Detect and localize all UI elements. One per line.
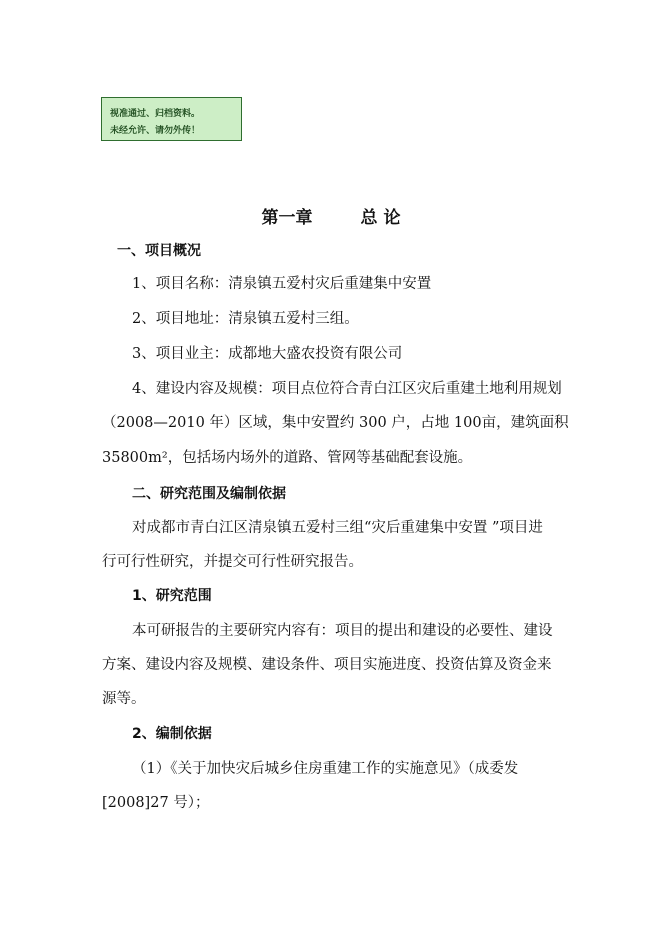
stamp-line-1: 视准通过、归档资料。 (110, 109, 201, 119)
scope-paragraph-line-1: 对成都市青白江区清泉镇五爱村三组“灾后重建集中安置 ”项目进 (132, 520, 543, 536)
research-line-1: 本可研报告的主要研究内容有：项目的提出和建设的必要性、建设 (132, 623, 553, 639)
confidential-stamp (101, 97, 242, 141)
research-line-2: 方案、建设内容及规模、建设条件、项目实施进度、投资估算及资金来 (102, 657, 552, 673)
item-project-name: 1、项目名称：清泉镇五爱村灾后重建集中安置 (132, 276, 432, 292)
item-scope-line-3: 35800m²，包括场内场外的道路、管网等基础配套设施。 (102, 450, 473, 466)
chapter-number: 第一章 (261, 208, 313, 228)
item-project-owner: 3、项目业主：成都地大盛农投资有限公司 (132, 346, 403, 362)
section-heading-scope: 二、研究范围及编制依据 (132, 486, 286, 502)
stamp-line-2: 未经允许、请勿外传！ (110, 126, 201, 136)
basis-item-1-line-1: （1）《关于加快灾后城乡住房重建工作的实施意见》（成委发 (132, 761, 519, 777)
scope-paragraph-line-2: 行可行性研究，并提交可行性研究报告。 (102, 554, 363, 570)
basis-item-1-line-2: [2008]27 号）； (102, 795, 210, 811)
item-scope-line-1: 4、建设内容及规模：项目点位符合青白江区灾后重建土地利用规划 (132, 381, 562, 397)
subheading-research-scope: 1、研究范围 (132, 588, 212, 604)
research-line-3: 源等。 (102, 691, 146, 707)
section-heading-overview: 一、项目概况 (117, 243, 201, 259)
chapter-name: 总 论 (360, 208, 401, 228)
item-project-address: 2、项目地址：清泉镇五爱村三组。 (132, 311, 359, 327)
chapter-title (0, 207, 662, 229)
item-scope-line-2: （2008—2010 年）区域，集中安置约 300 户，占地 100亩，建筑面积 (102, 415, 569, 431)
subheading-compilation-basis: 2、编制依据 (132, 726, 212, 742)
